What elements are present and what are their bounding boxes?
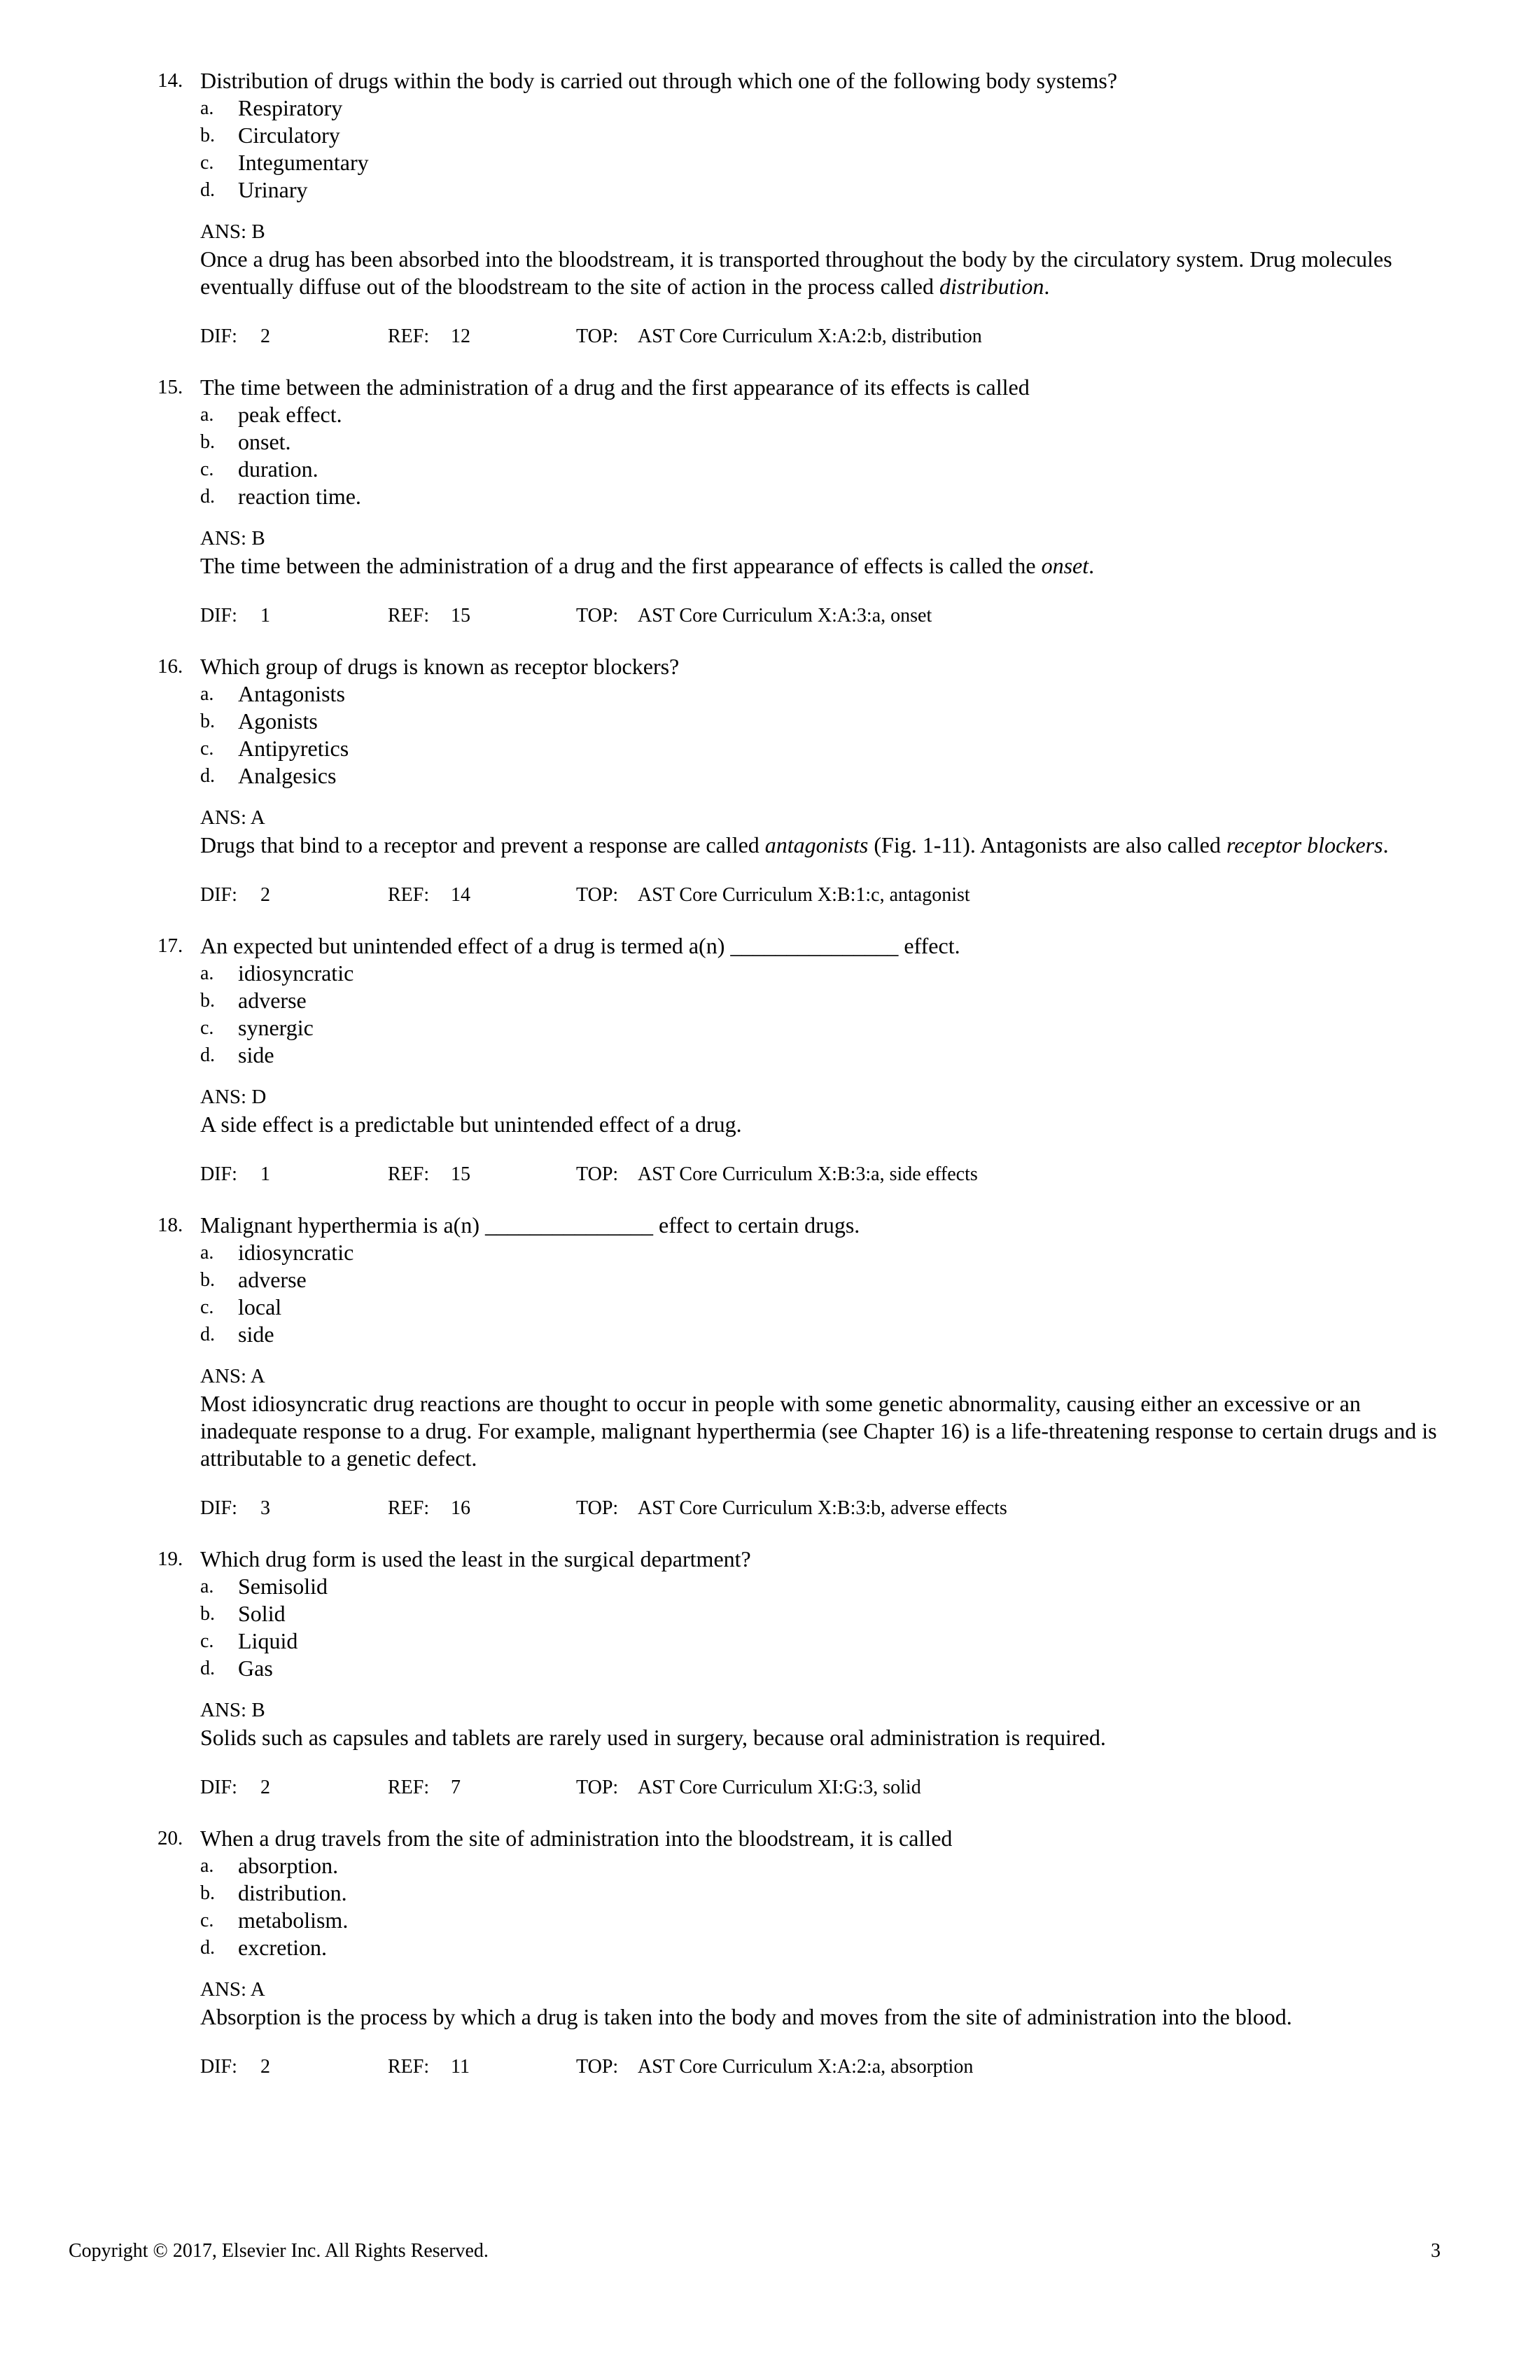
dif-label: DIF: [200, 605, 237, 626]
option-list [158, 1573, 1438, 1682]
option-letter: a. [200, 97, 214, 119]
option-item [158, 122, 1438, 149]
option-letter: b. [200, 1882, 215, 1904]
option-list [158, 1852, 1438, 1961]
question-text: Which group of drugs is known as receptor blockers? [200, 654, 680, 679]
option-list [158, 94, 1438, 204]
option-letter: d. [200, 765, 215, 787]
option-letter: a. [200, 1242, 214, 1264]
answer-key: ANS: D [200, 1086, 267, 1108]
option-text: Integumentary [238, 150, 369, 175]
option-text: side [238, 1322, 274, 1347]
option-letter: c. [200, 152, 214, 174]
option-text: reaction time. [238, 484, 361, 509]
question-text: Distribution of drugs within the body is carried out through which one of the following body systems? [200, 68, 1118, 93]
rationale-segment: distribution [939, 274, 1044, 299]
ref-value: 7 [451, 1777, 461, 1798]
option-item [158, 149, 1438, 176]
rationale [158, 1111, 1439, 1138]
rationale [158, 1724, 1439, 1751]
option-letter: a. [200, 1576, 214, 1597]
question-metadata [158, 2053, 1438, 2080]
ref-label: REF: [388, 2056, 430, 2078]
option-text: local [238, 1294, 282, 1320]
question-item [158, 374, 1438, 629]
option-item [158, 1573, 1438, 1600]
option-item [158, 680, 1438, 708]
option-item [158, 1014, 1438, 1042]
option-text: distribution. [238, 1880, 347, 1905]
top-label: TOP: [576, 605, 619, 626]
question-item [158, 653, 1438, 909]
question-stem [158, 374, 1438, 401]
option-text: absorption. [238, 1853, 339, 1878]
question-item [158, 67, 1438, 350]
answer-key: ANS: B [200, 1699, 265, 1721]
option-letter: b. [200, 431, 215, 453]
question-stem [158, 653, 1438, 680]
option-letter: b. [200, 710, 215, 732]
question-number: 20. [158, 1827, 183, 1849]
question-metadata [158, 1774, 1438, 1801]
option-item [158, 1266, 1438, 1294]
page-number: 3 [1431, 2240, 1441, 2262]
option-text: adverse [238, 1267, 307, 1292]
question-text: Malignant hyperthermia is a(n) _______________ effect to certain drugs. [200, 1212, 860, 1238]
option-text: Agonists [238, 708, 318, 734]
option-text: adverse [238, 988, 307, 1013]
top-label: TOP: [576, 2056, 619, 2078]
question-metadata [158, 1494, 1438, 1522]
answer-key: ANS: B [200, 527, 265, 550]
top-value: AST Core Curriculum X:B:1:c, antagonist [638, 884, 970, 906]
option-item [158, 176, 1438, 204]
option-text: synergic [238, 1015, 314, 1040]
option-text: excretion. [238, 1935, 328, 1960]
option-text: idiosyncratic [238, 960, 354, 986]
rationale-segment: . [1088, 553, 1095, 578]
option-item [158, 960, 1438, 987]
copyright-text: Copyright © 2017, Elsevier Inc. All Rights Reserved. [69, 2240, 489, 2262]
rationale [158, 832, 1439, 859]
option-letter: b. [200, 1603, 215, 1625]
dif-label: DIF: [200, 2056, 237, 2078]
dif-label: DIF: [200, 326, 237, 347]
option-item [158, 401, 1438, 428]
rationale-segment: receptor blockers [1226, 832, 1383, 858]
dif-value: 1 [260, 605, 270, 626]
top-value: AST Core Curriculum XI:G:3, solid [638, 1777, 921, 1798]
question-stem [158, 1825, 1438, 1852]
question-text: The time between the administration of a drug and the first appearance of its effects is called [200, 374, 1030, 400]
answer-key: ANS: A [200, 1365, 265, 1387]
option-letter: d. [200, 1658, 215, 1679]
option-letter: d. [200, 486, 215, 507]
option-letter: c. [200, 458, 214, 480]
rationale [158, 1390, 1439, 1472]
rationale [158, 246, 1439, 300]
option-item [158, 1239, 1438, 1266]
option-text: Solid [238, 1601, 286, 1626]
question-stem [158, 932, 1438, 960]
question-item [158, 932, 1438, 1188]
option-list [158, 680, 1438, 790]
ref-label: REF: [388, 326, 430, 347]
rationale-segment: (Fig. 1-11). Antagonists are also called [868, 832, 1226, 858]
option-letter: b. [200, 125, 215, 146]
option-list [158, 960, 1438, 1069]
option-item [158, 1852, 1438, 1879]
rationale-segment: The time between the administration of a drug and the first appearance of effects is called the [200, 553, 1042, 578]
question-number: 16. [158, 655, 183, 678]
option-letter: b. [200, 1269, 215, 1291]
option-item [158, 483, 1438, 510]
option-item [158, 1907, 1438, 1934]
option-letter: c. [200, 738, 214, 760]
question-number: 15. [158, 376, 183, 398]
question-text: Which drug form is used the least in the surgical department? [200, 1546, 751, 1572]
dif-label: DIF: [200, 1777, 237, 1798]
question-stem [158, 67, 1438, 94]
option-item [158, 1294, 1438, 1321]
option-text: Respiratory [238, 95, 343, 120]
option-letter: d. [200, 1937, 215, 1959]
dif-value: 2 [260, 884, 270, 906]
option-item [158, 1655, 1438, 1682]
question-metadata [158, 602, 1438, 629]
question-number: 17. [158, 934, 183, 957]
rationale-segment: Solids such as capsules and tablets are rarely used in surgery, because oral administration is required. [200, 1725, 1106, 1750]
rationale-segment: Absorption is the process by which a drug is taken into the body and moves from the site of administration into the blood. [200, 2004, 1292, 2029]
option-text: Gas [238, 1656, 273, 1681]
option-text: Urinary [238, 177, 308, 202]
answer-key: ANS: A [200, 1978, 265, 2001]
option-letter: d. [200, 1324, 215, 1345]
top-value: AST Core Curriculum X:A:2:b, distribution [638, 326, 982, 347]
option-item [158, 708, 1438, 735]
dif-value: 1 [260, 1163, 270, 1185]
option-item [158, 987, 1438, 1014]
top-value: AST Core Curriculum X:A:2:a, absorption [638, 2056, 974, 2078]
top-label: TOP: [576, 1777, 619, 1798]
option-text: Liquid [238, 1628, 298, 1653]
question-number: 14. [158, 69, 183, 92]
option-text: peak effect. [238, 402, 342, 427]
option-item [158, 735, 1438, 762]
question-metadata [158, 323, 1438, 350]
rationale [158, 552, 1439, 580]
option-letter: c. [200, 1017, 214, 1039]
top-value: AST Core Curriculum X:B:3:b, adverse effects [638, 1497, 1007, 1519]
question-metadata [158, 1161, 1438, 1188]
dif-value: 2 [260, 2056, 270, 2078]
option-letter: c. [200, 1910, 214, 1931]
top-label: TOP: [576, 326, 619, 347]
option-letter: a. [200, 1855, 214, 1877]
option-item [158, 456, 1438, 483]
ref-label: REF: [388, 884, 430, 906]
question-stem [158, 1212, 1438, 1239]
option-item [158, 94, 1438, 122]
dif-value: 3 [260, 1497, 270, 1519]
rationale-segment: antagonists [764, 832, 869, 858]
option-text: Circulatory [238, 122, 340, 148]
dif-value: 2 [260, 326, 270, 347]
rationale-segment: Once a drug has been absorbed into the bloodstream, it is transported throughout the body by the circulatory system. Drug molecules eventually diffuse out of the bloodstream to the site of action in the process called [200, 246, 1392, 299]
option-item [158, 1042, 1438, 1069]
top-label: TOP: [576, 884, 619, 906]
rationale-segment: A side effect is a predictable but unintended effect of a drug. [200, 1112, 742, 1137]
question-stem [158, 1546, 1438, 1573]
ref-value: 15 [451, 605, 470, 626]
question-item [158, 1546, 1438, 1801]
question-item [158, 1825, 1438, 2080]
option-item [158, 428, 1438, 456]
option-item [158, 762, 1438, 790]
page-footer [69, 2240, 1441, 2262]
option-letter: d. [200, 1044, 215, 1066]
option-text: Analgesics [238, 763, 337, 788]
top-value: AST Core Curriculum X:A:3:a, onset [638, 605, 932, 626]
option-text: Antipyretics [238, 736, 349, 761]
question-list [158, 67, 1438, 2104]
option-letter: a. [200, 683, 214, 705]
option-letter: a. [200, 404, 214, 426]
top-label: TOP: [576, 1163, 619, 1185]
rationale-segment: . [1044, 274, 1050, 299]
option-text: Antagonists [238, 681, 345, 706]
option-text: idiosyncratic [238, 1240, 354, 1265]
ref-value: 16 [451, 1497, 470, 1519]
ref-label: REF: [388, 1163, 430, 1185]
ref-label: REF: [388, 605, 430, 626]
option-text: duration. [238, 456, 318, 482]
ref-label: REF: [388, 1777, 430, 1798]
option-letter: b. [200, 990, 215, 1011]
option-text: side [238, 1042, 274, 1068]
rationale-segment: Most idiosyncratic drug reactions are thought to occur in people with some genetic abnormality, causing either an excessive or an inadequate response to a drug. For example, malignant hyperthermia (see Chapter 16) is a life-threatening response to certain drugs and is attributable to a genetic defect. [200, 1391, 1437, 1471]
question-text: When a drug travels from the site of administration into the bloodstream, it is called [200, 1826, 953, 1851]
dif-label: DIF: [200, 884, 237, 906]
option-letter: a. [200, 962, 214, 984]
top-value: AST Core Curriculum X:B:3:a, side effects [638, 1163, 978, 1185]
option-letter: c. [200, 1296, 214, 1318]
option-item [158, 1879, 1438, 1907]
top-label: TOP: [576, 1497, 619, 1519]
rationale-segment: onset [1041, 553, 1089, 578]
question-number: 18. [158, 1214, 183, 1236]
option-item [158, 1628, 1438, 1655]
dif-value: 2 [260, 1777, 270, 1798]
rationale-segment: Drugs that bind to a receptor and prevent a response are called [200, 832, 765, 858]
option-text: metabolism. [238, 1907, 349, 1933]
option-text: Semisolid [238, 1574, 328, 1599]
option-letter: c. [200, 1630, 214, 1652]
rationale [158, 2003, 1439, 2031]
answer-key: ANS: B [200, 220, 265, 243]
option-list [158, 401, 1438, 510]
option-text: onset. [238, 429, 291, 454]
question-metadata [158, 881, 1438, 909]
option-item [158, 1600, 1438, 1628]
ref-value: 15 [451, 1163, 470, 1185]
rationale-segment: . [1382, 832, 1389, 858]
option-item [158, 1321, 1438, 1348]
answer-key: ANS: A [200, 806, 265, 829]
option-list [158, 1239, 1438, 1348]
dif-label: DIF: [200, 1163, 237, 1185]
question-item [158, 1212, 1438, 1522]
ref-label: REF: [388, 1497, 430, 1519]
option-item [158, 1934, 1438, 1961]
ref-value: 12 [451, 326, 470, 347]
dif-label: DIF: [200, 1497, 237, 1519]
question-number: 19. [158, 1548, 183, 1570]
ref-value: 11 [451, 2056, 470, 2078]
question-text: An expected but unintended effect of a drug is termed a(n) _______________ effect. [200, 933, 960, 958]
ref-value: 14 [451, 884, 470, 906]
option-letter: d. [200, 179, 215, 201]
